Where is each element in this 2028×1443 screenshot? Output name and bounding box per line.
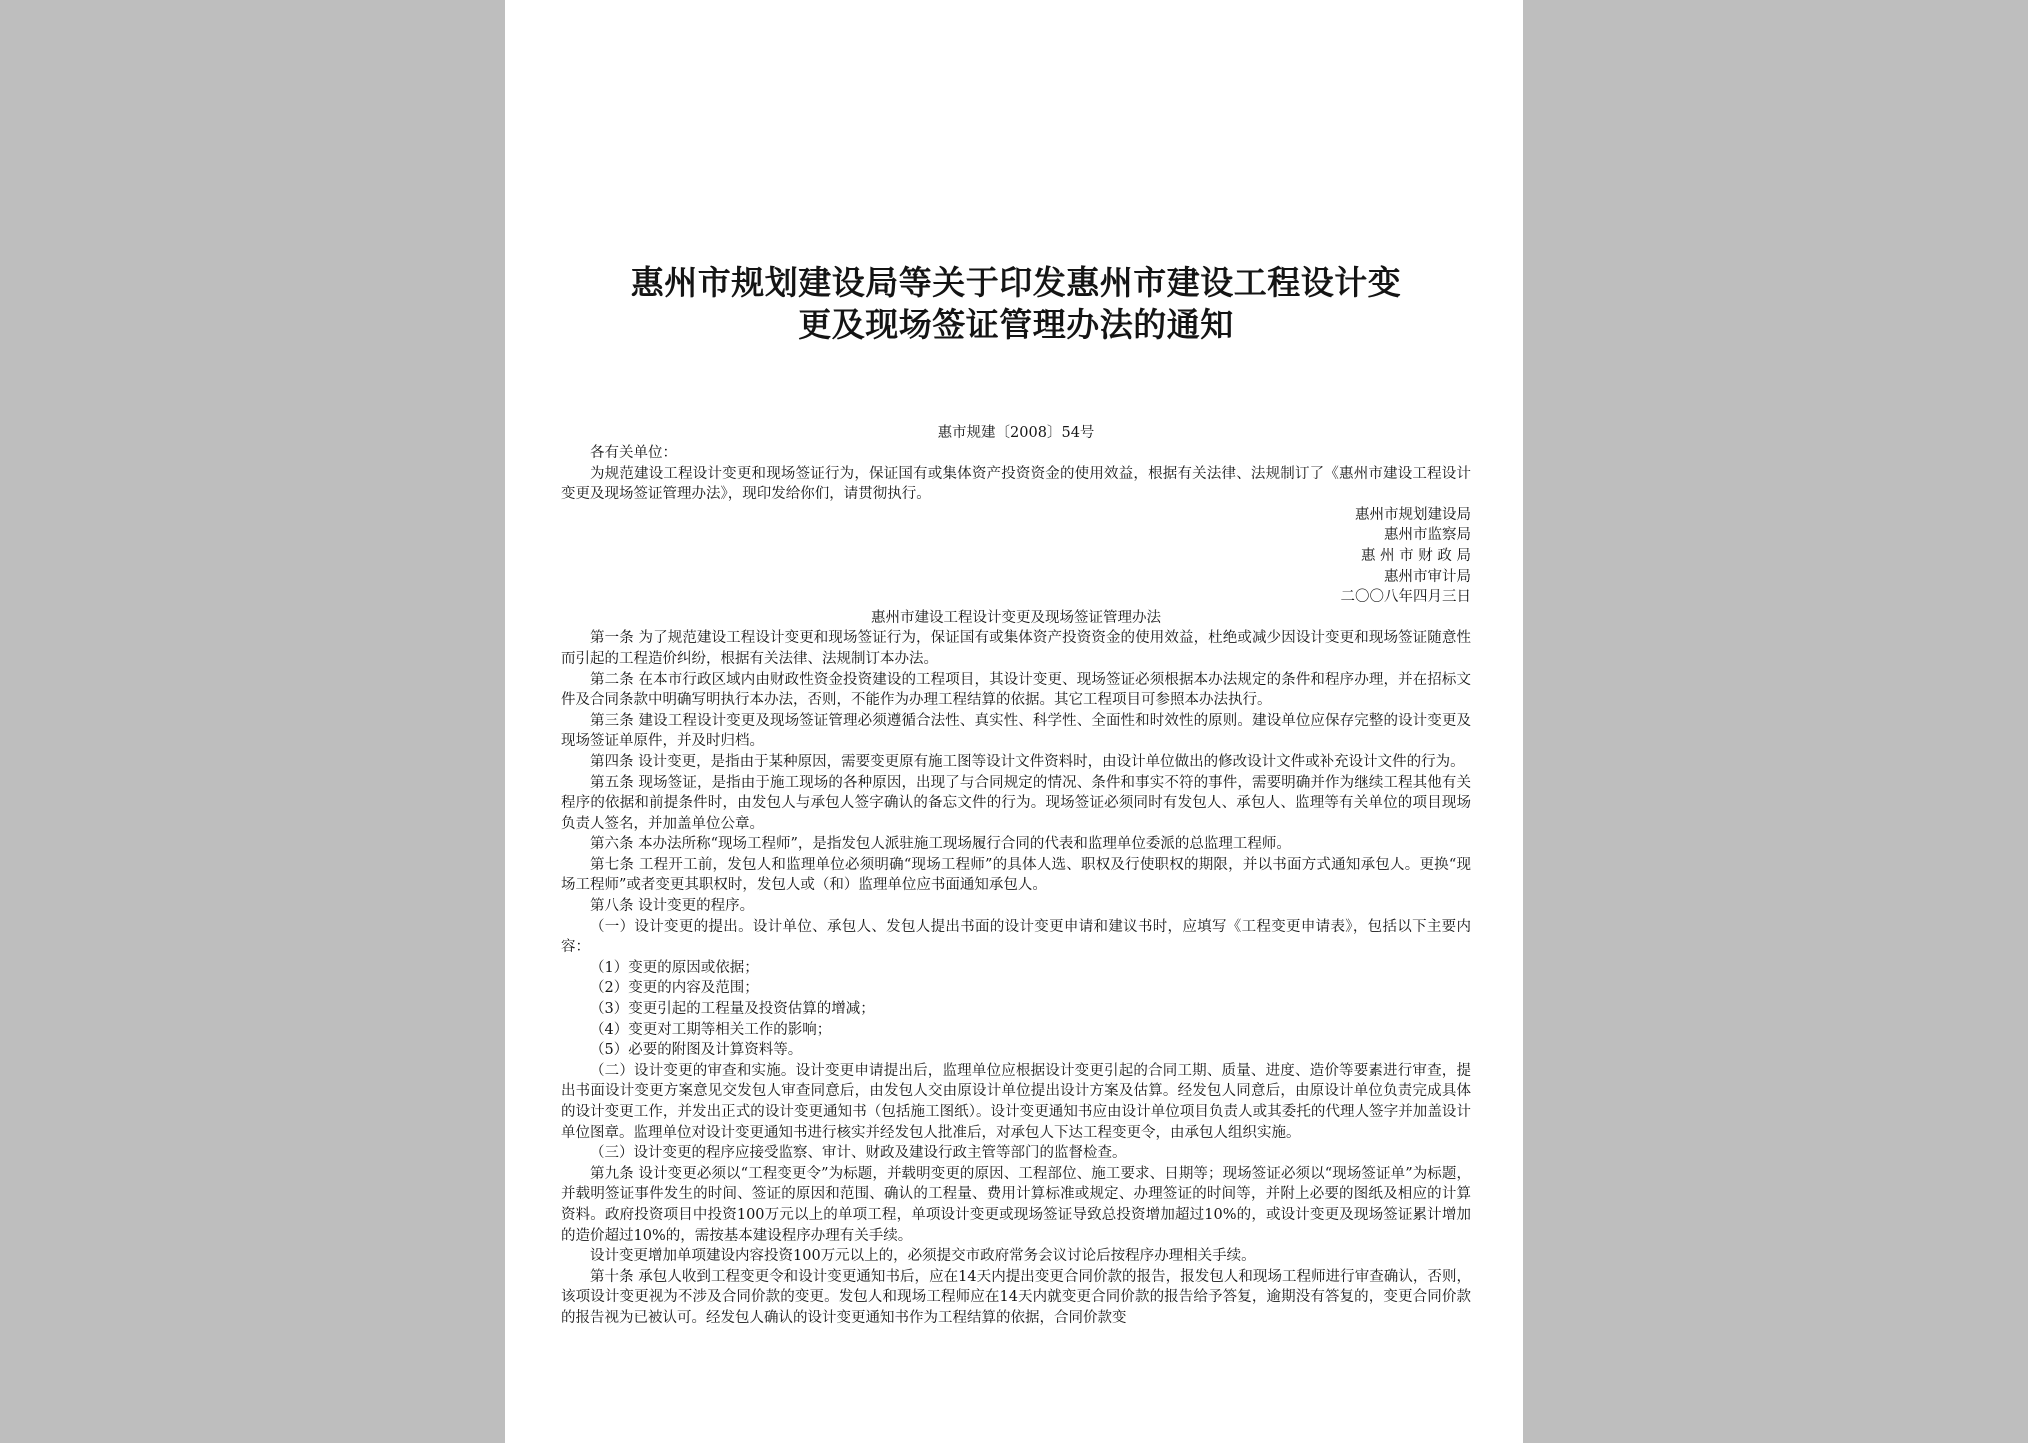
- article: 第一条 为了规范建设工程设计变更和现场签证行为，保证国有或集体资产投资资金的使用效益，杜绝或减少因设计变更和现场签证随意性而引起的工程造价纠纷，根据有关法律、法规制订本办法。: [561, 630, 1471, 667]
- procedure-list-item: （3）变更引起的工程量及投资估算的增减；: [590, 1001, 875, 1018]
- document-title: [561, 262, 1471, 346]
- title-line-1: 惠州市规划建设局等关于印发惠州市建设工程设计变: [630, 263, 1402, 302]
- rules-title: 惠州市建设工程设计变更及现场签证管理办法: [871, 609, 1161, 626]
- article: 第七条 工程开工前，发包人和监理单位必须明确“现场工程师”的具体人选、职权及行使职权的期限，并以书面方式通知承包人。更换“现场工程师”或者变更其职权时，发包人或（和）监理单位应书面通知承包人。: [561, 856, 1471, 894]
- signatory: 惠州市规划建设局: [1355, 506, 1471, 523]
- salutation: 各有关单位：: [590, 445, 677, 461]
- article-supplement: 设计变更增加单项建设内容投资100万元以上的，必须提交市政府常务会议讨论后按程序办理相关手续。: [590, 1248, 1256, 1265]
- signatory: 惠州市监察局: [1384, 527, 1471, 544]
- procedure-list-item: （5）必要的附图及计算资料等。: [590, 1042, 803, 1059]
- intro-paragraph: 为规范建设工程设计变更和现场签证行为，保证国有或集体资产投资资金的使用效益，根据有关法律、法规制订了《惠州市建设工程设计变更及现场签证管理办法》，现印发给你们，请贯彻执行。: [561, 465, 1471, 503]
- article: 第五条 现场签证，是指由于施工现场的各种原因，出现了与合同规定的情况、条件和事实不符的事件，需要明确并作为继续工程其他有关程序的依据和前提条件时，由发包人与承包人签字确认的备忘文件的行为。现场签证必须同时有发包人、承包人、监理等有关单位的项目现场负责人签名，并加盖单位公章。: [561, 774, 1471, 832]
- procedure-paragraph: （二）设计变更的审查和实施。设计变更申请提出后，监理单位应根据设计变更引起的合同工期、质量、进度、造价等要素进行审查，提出书面设计变更方案意见交发包人审查同意后，由发包人交由原设计单位提出设计方案及估算。经发包人同意后，由原设计单位负责完成具体的设计变更工作，并发出正式的设计变更通知书（包括施工图纸）。设计变更通知书应由设计单位项目负责人或其委托的代理人签字并加盖设计单位图章。监理单位对设计变更通知书进行核实并经发包人批准后，对承包人下达工程变更令，由承包人组织实施。: [561, 1062, 1471, 1141]
- procedure-paragraph: （一）设计变更的提出。设计单位、承包人、发包人提出书面的设计变更申请和建议书时，应填写《工程变更申请表》，包括以下主要内容：: [561, 918, 1471, 956]
- title-line-2: 更及现场签证管理办法的通知: [798, 305, 1234, 344]
- article: 第六条 本办法所称“现场工程师”，是指发包人派驻施工现场履行合同的代表和监理单位委派的总监理工程师。: [590, 836, 1291, 853]
- procedure-list-item: （4）变更对工期等相关工作的影响；: [590, 1021, 832, 1038]
- article: 第四条 设计变更，是指由于某种原因，需要变更原有施工图等设计文件资料时，由设计单位做出的修改设计文件或补充设计文件的行为。: [590, 753, 1465, 770]
- article: 第九条 设计变更必须以“工程变更令”为标题，并载明变更的原因、工程部位、施工要求、日期等；现场签证必须以“现场签证单”为标题，并载明签证事件发生的时间、签证的原因和范围、确认的工程量、费用计算标准或规定、办理签证的时间等，并附上必要的图纸及相应的计算资料。政府投资项目中投资100万元以上的单项工程，单项设计变更或现场签证导致总投资增加超过10%的，或设计变更及现场签证累计增加的造价超过10%的，需按基本建设程序办理有关手续。: [561, 1165, 1471, 1244]
- signatory: 惠州市审计局: [1384, 568, 1471, 585]
- issue-date: 二〇〇八年四月三日: [1340, 589, 1471, 606]
- article: 第八条 设计变更的程序。: [590, 898, 755, 915]
- document-number: 惠市规建〔2008〕54号: [937, 425, 1095, 441]
- article: 第二条 在本市行政区域内由财政性资金投资建设的工程项目，其设计变更、现场签证必须根据本办法规定的条件和程序办理，并在招标文件及合同条款中明确写明执行本办法，否则，不能作为办理工程结算的依据。其它工程项目可参照本办法执行。: [561, 671, 1471, 709]
- procedure-paragraph: （三）设计变更的程序应接受监察、审计、财政及建设行政主管等部门的监督检查。: [590, 1145, 1127, 1162]
- signatory: 惠 州 市 财 政 局: [1360, 547, 1471, 564]
- procedure-list-item: （2）变更的内容及范围；: [590, 980, 759, 997]
- procedure-list-item: （1）变更的原因或依据；: [590, 959, 759, 976]
- document-body: [561, 443, 1471, 1329]
- document-page: [505, 0, 1523, 1443]
- article: 第三条 建设工程设计变更及现场签证管理必须遵循合法性、真实性、科学性、全面性和时效性的原则。建设单位应保存完整的设计变更及现场签证单原件，并及时归档。: [561, 712, 1471, 750]
- article: 第十条 承包人收到工程变更令和设计变更通知书后，应在14天内提出变更合同价款的报告，报发包人和现场工程师进行审查确认，否则，该项设计变更视为不涉及合同价款的变更。发包人和现场工程师应在14天内就变更合同价款的报告给予答复，逾期没有答复的，变更合同价款的报告视为已被认可。经发包人确认的设计变更通知书作为工程结算的依据，合同价款变: [561, 1268, 1471, 1326]
